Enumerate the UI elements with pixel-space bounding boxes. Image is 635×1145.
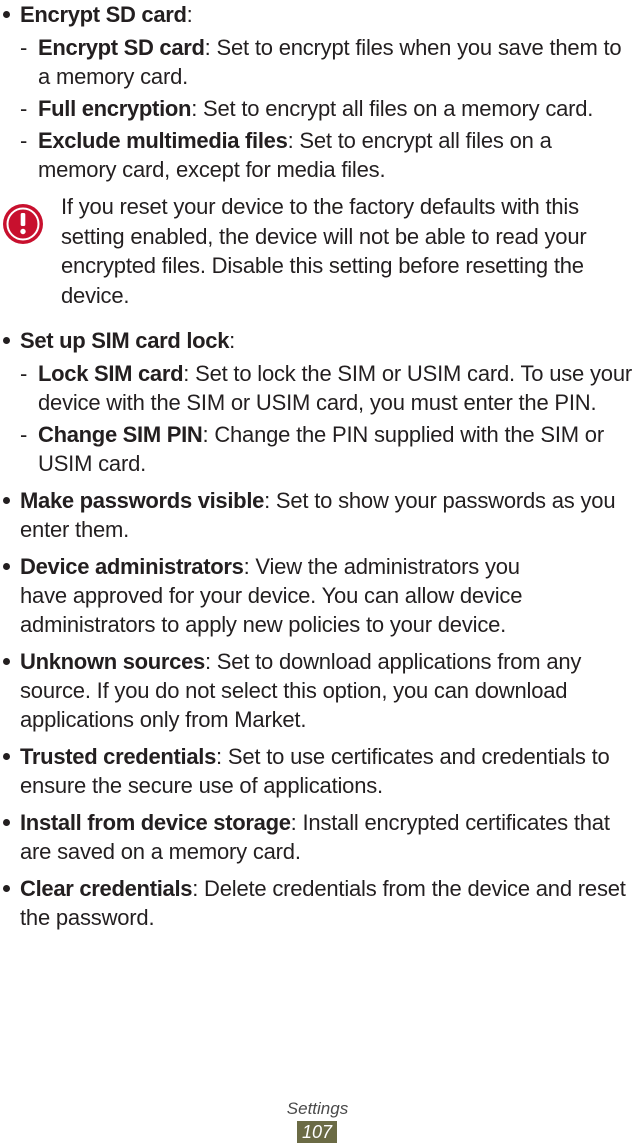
dash-marker: - [20,35,28,60]
bullet-text: : Delete credentials from the device and reset the password. [20,876,626,930]
bullet-text: : Set to download applications from any source. If you do not select this option, you can download applications only from Market. [20,649,582,732]
bullet-text: : View the administrators you have approved for your device. You can allow device administrators to apply new policies to your device. [20,554,523,637]
bullet-term: Install from device storage [20,810,291,835]
sub-item-text: : Set to encrypt all files on a memory card. [191,96,594,121]
warning-text: If you reset your device to the factory defaults with this setting enabled, the device will not be able to read your encrypted files. Disable this setting before resetting the device. [61,194,587,308]
dash-marker: - [20,96,28,121]
bullet-device-administrators [0,552,635,639]
dash-marker: - [20,128,28,153]
warning-exclamation-icon [0,201,46,247]
bullet-colon: : [229,328,236,353]
bullet-colon: : [186,2,193,27]
dash-marker: - [20,361,28,386]
sub-item-exclude-multimedia [0,126,635,184]
bullet-term: Clear credentials [20,876,193,901]
sub-item-full-encryption [0,94,635,123]
sub-item-term: Full encryption [38,96,192,121]
bullet-term: Device administrators [20,554,244,579]
sub-item-term: Lock SIM card [38,361,184,386]
dash-marker: - [20,422,28,447]
bullet-set-up-sim-card-lock [0,326,635,355]
sub-item-text: : Set to lock the SIM or USIM card. To use your device with the SIM or USIM card, you must enter the PIN. [38,361,632,415]
sub-item-text: : Change the PIN supplied with the SIM or USIM card. [38,422,604,476]
bullet-encrypt-sd-card [0,0,635,29]
bullet-term: Make passwords visible [20,488,265,513]
bullet-term: Set up SIM card lock [20,328,230,353]
sub-item-term: Change SIM PIN [38,422,203,447]
sub-item-change-sim-pin [0,420,635,478]
bullet-term: Encrypt SD card [20,2,187,27]
sub-item-text: : Set to encrypt files when you save them to a memory card. [38,35,622,89]
warning-note [0,192,635,310]
sub-item-term: Encrypt SD card [38,35,205,60]
bullet-text: : Install encrypted certificates that are saved on a memory card. [20,810,610,864]
sub-item-text: : Set to encrypt all files on a memory card, except for media files. [38,128,552,182]
bullet-term: Unknown sources [20,649,205,674]
sub-item-encrypt-sd-card [0,33,635,91]
bullet-text: : Set to use certificates and credentials to ensure the secure use of applications. [20,744,610,798]
bullet-term: Trusted credentials [20,744,217,769]
bullet-trusted-credentials [0,742,635,800]
bullet-make-passwords-visible [0,486,635,544]
bullet-clear-credentials [0,874,635,932]
bullet-install-from-device-storage [0,808,635,866]
footer-section-label: Settings [286,1099,349,1118]
bullet-text: : Set to show your passwords as you enter them. [20,488,616,542]
page-number-badge: 107 [297,1121,337,1143]
sub-item-lock-sim-card [0,359,635,417]
bullet-unknown-sources [0,647,635,734]
sub-item-term: Exclude multimedia files [38,128,288,153]
